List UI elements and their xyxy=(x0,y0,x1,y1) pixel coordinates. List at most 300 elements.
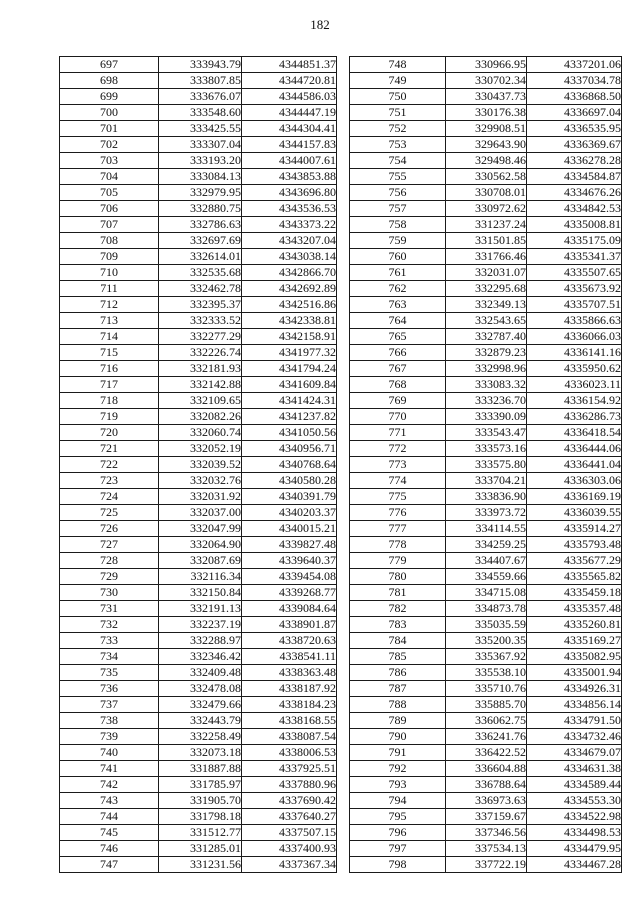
x-coordinate-cell: 334114.55 xyxy=(446,521,527,537)
table-row xyxy=(60,665,337,681)
table-row xyxy=(60,249,337,265)
table-row xyxy=(350,185,622,201)
table-row xyxy=(60,489,337,505)
x-coordinate-cell: 330708.01 xyxy=(446,185,527,201)
y-coordinate-cell: 4334676.26 xyxy=(527,185,622,201)
y-coordinate-cell: 4344007.61 xyxy=(242,153,337,169)
point-number-cell: 798 xyxy=(350,857,446,873)
table-row xyxy=(350,121,622,137)
table-row xyxy=(350,649,622,665)
point-number-cell: 756 xyxy=(350,185,446,201)
y-coordinate-cell: 4334522.98 xyxy=(527,809,622,825)
x-coordinate-cell: 336788.64 xyxy=(446,777,527,793)
point-number-cell: 734 xyxy=(60,649,159,665)
y-coordinate-cell: 4335677.29 xyxy=(527,553,622,569)
x-coordinate-cell: 332443.79 xyxy=(159,713,242,729)
point-number-cell: 718 xyxy=(60,393,159,409)
point-number-cell: 781 xyxy=(350,585,446,601)
y-coordinate-cell: 4336154.92 xyxy=(527,393,622,409)
y-coordinate-cell: 4343373.22 xyxy=(242,217,337,233)
point-number-cell: 743 xyxy=(60,793,159,809)
point-number-cell: 728 xyxy=(60,553,159,569)
y-coordinate-cell: 4337925.51 xyxy=(242,761,337,777)
table-row xyxy=(60,329,337,345)
point-number-cell: 774 xyxy=(350,473,446,489)
table-row xyxy=(60,745,337,761)
point-number-cell: 701 xyxy=(60,121,159,137)
point-number-cell: 750 xyxy=(350,89,446,105)
x-coordinate-cell: 332032.76 xyxy=(159,473,242,489)
table-row xyxy=(350,217,622,233)
x-coordinate-cell: 332543.65 xyxy=(446,313,527,329)
y-coordinate-cell: 4339268.77 xyxy=(242,585,337,601)
point-number-cell: 747 xyxy=(60,857,159,873)
table-row xyxy=(350,377,622,393)
table-row xyxy=(350,841,622,857)
y-coordinate-cell: 4344157.83 xyxy=(242,137,337,153)
table-row xyxy=(60,505,337,521)
point-number-cell: 786 xyxy=(350,665,446,681)
x-coordinate-cell: 333943.79 xyxy=(159,57,242,73)
point-number-cell: 698 xyxy=(60,73,159,89)
point-number-cell: 708 xyxy=(60,233,159,249)
x-coordinate-cell: 336973.63 xyxy=(446,793,527,809)
point-number-cell: 723 xyxy=(60,473,159,489)
table-row xyxy=(350,345,622,361)
table-row xyxy=(350,729,622,745)
table-row xyxy=(60,89,337,105)
y-coordinate-cell: 4341424.31 xyxy=(242,393,337,409)
table-row xyxy=(350,601,622,617)
y-coordinate-cell: 4342692.89 xyxy=(242,281,337,297)
table-row xyxy=(60,457,337,473)
x-coordinate-cell: 332064.90 xyxy=(159,537,242,553)
y-coordinate-cell: 4336039.55 xyxy=(527,505,622,521)
y-coordinate-cell: 4338541.11 xyxy=(242,649,337,665)
y-coordinate-cell: 4334589.44 xyxy=(527,777,622,793)
x-coordinate-cell: 335885.70 xyxy=(446,697,527,713)
point-number-cell: 777 xyxy=(350,521,446,537)
x-coordinate-cell: 330702.34 xyxy=(446,73,527,89)
table-row xyxy=(60,57,337,73)
table-row xyxy=(60,473,337,489)
x-coordinate-cell: 331785.97 xyxy=(159,777,242,793)
x-coordinate-cell: 332979.95 xyxy=(159,185,242,201)
x-coordinate-cell: 332346.42 xyxy=(159,649,242,665)
point-number-cell: 730 xyxy=(60,585,159,601)
table-row xyxy=(350,57,622,73)
point-number-cell: 725 xyxy=(60,505,159,521)
y-coordinate-cell: 4335459.18 xyxy=(527,585,622,601)
point-number-cell: 714 xyxy=(60,329,159,345)
point-number-cell: 724 xyxy=(60,489,159,505)
y-coordinate-cell: 4335001.94 xyxy=(527,665,622,681)
point-number-cell: 771 xyxy=(350,425,446,441)
table-row xyxy=(60,537,337,553)
point-number-cell: 716 xyxy=(60,361,159,377)
x-coordinate-cell: 332880.75 xyxy=(159,201,242,217)
x-coordinate-cell: 332142.88 xyxy=(159,377,242,393)
point-number-cell: 788 xyxy=(350,697,446,713)
point-number-cell: 794 xyxy=(350,793,446,809)
y-coordinate-cell: 4339084.64 xyxy=(242,601,337,617)
table-row xyxy=(60,345,337,361)
point-number-cell: 768 xyxy=(350,377,446,393)
table-row xyxy=(350,473,622,489)
table-row xyxy=(350,617,622,633)
x-coordinate-cell: 337346.56 xyxy=(446,825,527,841)
table-row xyxy=(350,569,622,585)
table-row xyxy=(350,745,622,761)
y-coordinate-cell: 4343038.14 xyxy=(242,249,337,265)
point-number-cell: 739 xyxy=(60,729,159,745)
x-coordinate-cell: 334559.66 xyxy=(446,569,527,585)
x-coordinate-cell: 332697.69 xyxy=(159,233,242,249)
x-coordinate-cell: 331237.24 xyxy=(446,217,527,233)
point-number-cell: 713 xyxy=(60,313,159,329)
table-row xyxy=(60,521,337,537)
y-coordinate-cell: 4337880.96 xyxy=(242,777,337,793)
x-coordinate-cell: 332109.65 xyxy=(159,393,242,409)
point-number-cell: 787 xyxy=(350,681,446,697)
x-coordinate-cell: 333390.09 xyxy=(446,409,527,425)
table-row xyxy=(60,377,337,393)
x-coordinate-cell: 332787.40 xyxy=(446,329,527,345)
table-row xyxy=(350,793,622,809)
y-coordinate-cell: 4336441.04 xyxy=(527,457,622,473)
x-coordinate-cell: 333425.55 xyxy=(159,121,242,137)
table-row xyxy=(350,697,622,713)
table-row xyxy=(350,361,622,377)
x-coordinate-cell: 333083.32 xyxy=(446,377,527,393)
x-coordinate-cell: 336241.76 xyxy=(446,729,527,745)
x-coordinate-cell: 332116.34 xyxy=(159,569,242,585)
point-number-cell: 758 xyxy=(350,217,446,233)
x-coordinate-cell: 333836.90 xyxy=(446,489,527,505)
point-number-cell: 727 xyxy=(60,537,159,553)
table-row xyxy=(60,569,337,585)
y-coordinate-cell: 4334842.53 xyxy=(527,201,622,217)
x-coordinate-cell: 334407.67 xyxy=(446,553,527,569)
y-coordinate-cell: 4339454.08 xyxy=(242,569,337,585)
point-number-cell: 797 xyxy=(350,841,446,857)
table-row xyxy=(350,761,622,777)
table-row xyxy=(350,681,622,697)
table-row xyxy=(350,537,622,553)
point-number-cell: 754 xyxy=(350,153,446,169)
table-row xyxy=(350,313,622,329)
y-coordinate-cell: 4336169.19 xyxy=(527,489,622,505)
x-coordinate-cell: 333084.13 xyxy=(159,169,242,185)
point-number-cell: 706 xyxy=(60,201,159,217)
x-coordinate-cell: 332879.23 xyxy=(446,345,527,361)
y-coordinate-cell: 4341237.82 xyxy=(242,409,337,425)
point-number-cell: 741 xyxy=(60,761,159,777)
x-coordinate-cell: 332047.99 xyxy=(159,521,242,537)
table-row xyxy=(350,281,622,297)
y-coordinate-cell: 4344304.41 xyxy=(242,121,337,137)
y-coordinate-cell: 4335260.81 xyxy=(527,617,622,633)
table-row xyxy=(60,201,337,217)
y-coordinate-cell: 4336535.95 xyxy=(527,121,622,137)
table-row xyxy=(350,521,622,537)
table-row xyxy=(60,121,337,137)
y-coordinate-cell: 4342866.70 xyxy=(242,265,337,281)
x-coordinate-cell: 332191.13 xyxy=(159,601,242,617)
point-number-cell: 784 xyxy=(350,633,446,649)
point-number-cell: 772 xyxy=(350,441,446,457)
x-coordinate-cell: 332060.74 xyxy=(159,425,242,441)
table-row xyxy=(350,265,622,281)
table-row xyxy=(60,825,337,841)
x-coordinate-cell: 335200.35 xyxy=(446,633,527,649)
y-coordinate-cell: 4338168.55 xyxy=(242,713,337,729)
coordinate-table-right xyxy=(349,56,622,873)
point-number-cell: 783 xyxy=(350,617,446,633)
table-row xyxy=(60,441,337,457)
point-number-cell: 748 xyxy=(350,57,446,73)
point-number-cell: 792 xyxy=(350,761,446,777)
point-number-cell: 778 xyxy=(350,537,446,553)
point-number-cell: 720 xyxy=(60,425,159,441)
y-coordinate-cell: 4334553.30 xyxy=(527,793,622,809)
y-coordinate-cell: 4338087.54 xyxy=(242,729,337,745)
table-row xyxy=(350,633,622,649)
x-coordinate-cell: 332333.52 xyxy=(159,313,242,329)
y-coordinate-cell: 4334856.14 xyxy=(527,697,622,713)
x-coordinate-cell: 330437.73 xyxy=(446,89,527,105)
y-coordinate-cell: 4335950.62 xyxy=(527,361,622,377)
y-coordinate-cell: 4342158.91 xyxy=(242,329,337,345)
x-coordinate-cell: 330972.62 xyxy=(446,201,527,217)
y-coordinate-cell: 4334732.46 xyxy=(527,729,622,745)
point-number-cell: 700 xyxy=(60,105,159,121)
y-coordinate-cell: 4336697.04 xyxy=(527,105,622,121)
table-row xyxy=(60,169,337,185)
table-row xyxy=(60,809,337,825)
table-row xyxy=(350,489,622,505)
y-coordinate-cell: 4337034.78 xyxy=(527,73,622,89)
x-coordinate-cell: 332087.69 xyxy=(159,553,242,569)
point-number-cell: 719 xyxy=(60,409,159,425)
point-number-cell: 763 xyxy=(350,297,446,313)
table-row xyxy=(350,89,622,105)
table-row xyxy=(350,825,622,841)
x-coordinate-cell: 333193.20 xyxy=(159,153,242,169)
table-row xyxy=(60,137,337,153)
x-coordinate-cell: 333548.60 xyxy=(159,105,242,121)
x-coordinate-cell: 332409.48 xyxy=(159,665,242,681)
point-number-cell: 753 xyxy=(350,137,446,153)
point-number-cell: 715 xyxy=(60,345,159,361)
x-coordinate-cell: 332288.97 xyxy=(159,633,242,649)
x-coordinate-cell: 335035.59 xyxy=(446,617,527,633)
x-coordinate-cell: 333236.70 xyxy=(446,393,527,409)
y-coordinate-cell: 4334926.31 xyxy=(527,681,622,697)
table-row xyxy=(60,217,337,233)
x-coordinate-cell: 332998.96 xyxy=(446,361,527,377)
y-coordinate-cell: 4335175.09 xyxy=(527,233,622,249)
point-number-cell: 735 xyxy=(60,665,159,681)
x-coordinate-cell: 332395.37 xyxy=(159,297,242,313)
y-coordinate-cell: 4334679.07 xyxy=(527,745,622,761)
table-row xyxy=(60,361,337,377)
x-coordinate-cell: 333543.47 xyxy=(446,425,527,441)
y-coordinate-cell: 4339827.48 xyxy=(242,537,337,553)
point-number-cell: 699 xyxy=(60,89,159,105)
y-coordinate-cell: 4337367.34 xyxy=(242,857,337,873)
x-coordinate-cell: 334259.25 xyxy=(446,537,527,553)
x-coordinate-cell: 330562.58 xyxy=(446,169,527,185)
table-row xyxy=(60,585,337,601)
x-coordinate-cell: 332039.52 xyxy=(159,457,242,473)
point-number-cell: 776 xyxy=(350,505,446,521)
table-row xyxy=(350,73,622,89)
y-coordinate-cell: 4344720.81 xyxy=(242,73,337,89)
point-number-cell: 710 xyxy=(60,265,159,281)
point-number-cell: 751 xyxy=(350,105,446,121)
y-coordinate-cell: 4340203.37 xyxy=(242,505,337,521)
table-row xyxy=(350,105,622,121)
y-coordinate-cell: 4336868.50 xyxy=(527,89,622,105)
table-row xyxy=(60,281,337,297)
x-coordinate-cell: 332258.49 xyxy=(159,729,242,745)
x-coordinate-cell: 333575.80 xyxy=(446,457,527,473)
x-coordinate-cell: 330176.38 xyxy=(446,105,527,121)
x-coordinate-cell: 332478.08 xyxy=(159,681,242,697)
x-coordinate-cell: 332614.01 xyxy=(159,249,242,265)
table-row xyxy=(350,137,622,153)
x-coordinate-cell: 337722.19 xyxy=(446,857,527,873)
y-coordinate-cell: 4335793.48 xyxy=(527,537,622,553)
x-coordinate-cell: 332786.63 xyxy=(159,217,242,233)
table-row xyxy=(60,777,337,793)
y-coordinate-cell: 4344851.37 xyxy=(242,57,337,73)
y-coordinate-cell: 4337201.06 xyxy=(527,57,622,73)
y-coordinate-cell: 4340015.21 xyxy=(242,521,337,537)
y-coordinate-cell: 4335341.37 xyxy=(527,249,622,265)
table-row xyxy=(350,297,622,313)
x-coordinate-cell: 333307.04 xyxy=(159,137,242,153)
page-number: 182 xyxy=(310,17,330,32)
table-row xyxy=(350,585,622,601)
x-coordinate-cell: 332295.68 xyxy=(446,281,527,297)
table-row xyxy=(350,441,622,457)
y-coordinate-cell: 4338720.63 xyxy=(242,633,337,649)
y-coordinate-cell: 4341794.24 xyxy=(242,361,337,377)
x-coordinate-cell: 333676.07 xyxy=(159,89,242,105)
point-number-cell: 762 xyxy=(350,281,446,297)
point-number-cell: 757 xyxy=(350,201,446,217)
y-coordinate-cell: 4336141.16 xyxy=(527,345,622,361)
table-row xyxy=(60,713,337,729)
y-coordinate-cell: 4336303.06 xyxy=(527,473,622,489)
table-row xyxy=(60,233,337,249)
y-coordinate-cell: 4334584.87 xyxy=(527,169,622,185)
table-row xyxy=(60,649,337,665)
x-coordinate-cell: 332031.07 xyxy=(446,265,527,281)
point-number-cell: 704 xyxy=(60,169,159,185)
table-row xyxy=(60,697,337,713)
point-number-cell: 742 xyxy=(60,777,159,793)
table-row xyxy=(350,857,622,873)
point-number-cell: 767 xyxy=(350,361,446,377)
y-coordinate-cell: 4342338.81 xyxy=(242,313,337,329)
x-coordinate-cell: 333807.85 xyxy=(159,73,242,89)
table-row xyxy=(350,409,622,425)
point-number-cell: 733 xyxy=(60,633,159,649)
y-coordinate-cell: 4338363.48 xyxy=(242,665,337,681)
point-number-cell: 782 xyxy=(350,601,446,617)
x-coordinate-cell: 332237.19 xyxy=(159,617,242,633)
x-coordinate-cell: 331766.46 xyxy=(446,249,527,265)
point-number-cell: 726 xyxy=(60,521,159,537)
table-row xyxy=(60,681,337,697)
y-coordinate-cell: 4334479.95 xyxy=(527,841,622,857)
x-coordinate-cell: 329498.46 xyxy=(446,153,527,169)
table-row xyxy=(60,393,337,409)
table-row xyxy=(60,841,337,857)
x-coordinate-cell: 332150.84 xyxy=(159,585,242,601)
point-number-cell: 759 xyxy=(350,233,446,249)
table-row xyxy=(60,793,337,809)
table-row xyxy=(350,809,622,825)
point-number-cell: 764 xyxy=(350,313,446,329)
point-number-cell: 709 xyxy=(60,249,159,265)
y-coordinate-cell: 4335565.82 xyxy=(527,569,622,585)
x-coordinate-cell: 337159.67 xyxy=(446,809,527,825)
table-row xyxy=(60,601,337,617)
x-coordinate-cell: 332052.19 xyxy=(159,441,242,457)
x-coordinate-cell: 337534.13 xyxy=(446,841,527,857)
y-coordinate-cell: 4339640.37 xyxy=(242,553,337,569)
x-coordinate-cell: 331285.01 xyxy=(159,841,242,857)
x-coordinate-cell: 332031.92 xyxy=(159,489,242,505)
y-coordinate-cell: 4337640.27 xyxy=(242,809,337,825)
y-coordinate-cell: 4344586.03 xyxy=(242,89,337,105)
y-coordinate-cell: 4343696.80 xyxy=(242,185,337,201)
y-coordinate-cell: 4338187.92 xyxy=(242,681,337,697)
point-number-cell: 740 xyxy=(60,745,159,761)
x-coordinate-cell: 331887.88 xyxy=(159,761,242,777)
y-coordinate-cell: 4338184.23 xyxy=(242,697,337,713)
point-number-cell: 703 xyxy=(60,153,159,169)
table-row xyxy=(60,297,337,313)
point-number-cell: 737 xyxy=(60,697,159,713)
point-number-cell: 722 xyxy=(60,457,159,473)
y-coordinate-cell: 4335707.51 xyxy=(527,297,622,313)
table-row xyxy=(60,729,337,745)
x-coordinate-cell: 332073.18 xyxy=(159,745,242,761)
y-coordinate-cell: 4336444.06 xyxy=(527,441,622,457)
x-coordinate-cell: 331501.85 xyxy=(446,233,527,249)
point-number-cell: 707 xyxy=(60,217,159,233)
table-row xyxy=(350,713,622,729)
point-number-cell: 702 xyxy=(60,137,159,153)
table-row xyxy=(350,201,622,217)
y-coordinate-cell: 4341050.56 xyxy=(242,425,337,441)
table-row xyxy=(60,761,337,777)
table-row xyxy=(60,633,337,649)
x-coordinate-cell: 331905.70 xyxy=(159,793,242,809)
point-number-cell: 711 xyxy=(60,281,159,297)
table-row xyxy=(60,153,337,169)
y-coordinate-cell: 4335008.81 xyxy=(527,217,622,233)
x-coordinate-cell: 331231.56 xyxy=(159,857,242,873)
table-row xyxy=(60,265,337,281)
y-coordinate-cell: 4344447.19 xyxy=(242,105,337,121)
y-coordinate-cell: 4336286.73 xyxy=(527,409,622,425)
